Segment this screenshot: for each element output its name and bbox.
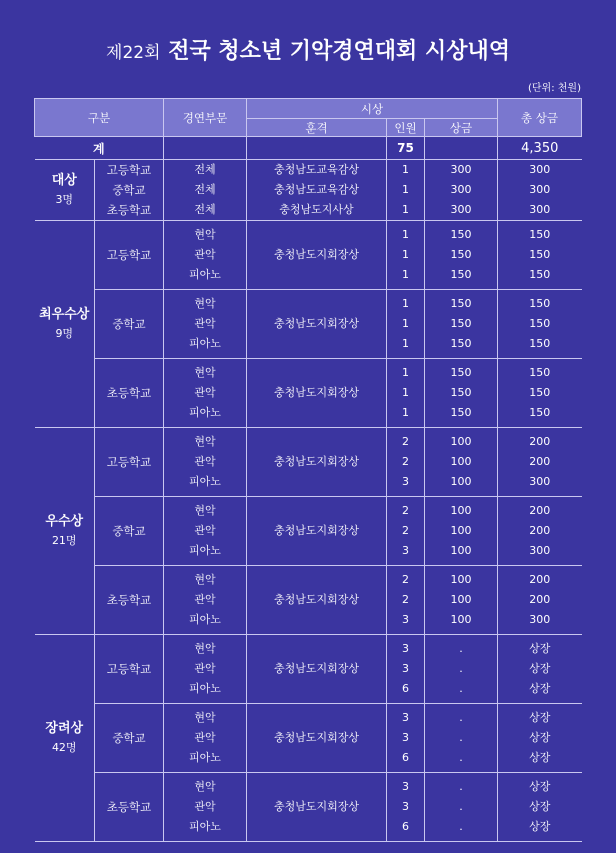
prize: 150 <box>450 268 472 281</box>
count-cell <box>387 290 425 359</box>
count-cell <box>387 497 425 566</box>
prize-cell <box>425 497 498 566</box>
prize: . <box>459 800 463 813</box>
count: 1 <box>402 406 409 419</box>
division: 현악 <box>194 504 216 517</box>
prize-cell <box>425 566 498 635</box>
total-prize-cell <box>498 160 582 181</box>
prize-cell <box>425 773 498 842</box>
total-prize-cell <box>498 635 582 704</box>
total-prize-cell <box>498 290 582 359</box>
prize: . <box>459 780 463 793</box>
count: 1 <box>402 183 409 196</box>
page-title <box>0 34 616 65</box>
count: 6 <box>402 820 409 833</box>
unit-note: (단위: 천원) <box>528 83 581 94</box>
header-award-group: 시상 <box>247 99 498 119</box>
table-row <box>35 359 582 428</box>
count: 6 <box>402 751 409 764</box>
count: 1 <box>402 248 409 261</box>
count-cell <box>387 180 425 200</box>
prize: 100 <box>450 504 472 517</box>
award-title: 충청남도지회장상 <box>247 497 387 566</box>
total-empty <box>247 137 387 160</box>
school-level: 고등학교 <box>95 635 164 704</box>
count-cell <box>387 359 425 428</box>
table-row <box>35 180 582 200</box>
division: 관악 <box>194 800 216 813</box>
count: 3 <box>402 642 409 655</box>
total-prize: 150 <box>529 268 551 281</box>
division-cell <box>164 497 247 566</box>
division: 피아노 <box>189 475 221 488</box>
prize-cell <box>425 290 498 359</box>
table-row <box>35 290 582 359</box>
header-category: 구분 <box>35 99 164 137</box>
count: 1 <box>402 317 409 330</box>
school-level: 초등학교 <box>95 359 164 428</box>
division: 관악 <box>194 317 216 330</box>
total-prize-cell <box>498 200 582 221</box>
award-title: 충청남도지회장상 <box>247 635 387 704</box>
count: 2 <box>402 573 409 586</box>
prize: 100 <box>450 544 472 557</box>
division: 관악 <box>194 593 216 606</box>
award-category <box>35 221 95 428</box>
prize: . <box>459 751 463 764</box>
award-title: 충청남도지회장상 <box>247 221 387 290</box>
division: 현악 <box>194 297 216 310</box>
count: 1 <box>402 386 409 399</box>
award-category-people: 9명 <box>55 327 74 340</box>
division-cell <box>164 704 247 773</box>
prize-cell <box>425 704 498 773</box>
division-cell <box>164 221 247 290</box>
division: 현악 <box>194 711 216 724</box>
prize-cell <box>425 635 498 704</box>
prize: 150 <box>450 228 472 241</box>
prize: 300 <box>450 183 472 196</box>
school-level: 고등학교 <box>95 428 164 497</box>
count-cell <box>387 221 425 290</box>
division: 전체 <box>194 203 216 216</box>
table-row <box>35 160 582 181</box>
total-prize: 200 <box>529 573 551 586</box>
count-cell <box>387 704 425 773</box>
division-cell <box>164 160 247 181</box>
prize: 100 <box>450 613 472 626</box>
total-prize: 200 <box>529 593 551 606</box>
total-row <box>35 137 582 160</box>
division: 관악 <box>194 386 216 399</box>
count: 6 <box>402 682 409 695</box>
division-cell <box>164 359 247 428</box>
total-prize: 300 <box>529 544 551 557</box>
total-grand-prize: 4,350 <box>498 137 582 160</box>
total-prize-cell <box>498 566 582 635</box>
table-row <box>35 566 582 635</box>
total-prize: 상장 <box>529 642 551 655</box>
division: 전체 <box>194 183 216 196</box>
prize: . <box>459 731 463 744</box>
total-prize: 상장 <box>529 751 551 764</box>
count: 3 <box>402 544 409 557</box>
division: 현악 <box>194 642 216 655</box>
count-cell <box>387 635 425 704</box>
count: 1 <box>402 337 409 350</box>
division: 관악 <box>194 455 216 468</box>
table-row <box>35 200 582 221</box>
award-category <box>35 160 95 221</box>
total-prize: 300 <box>529 613 551 626</box>
total-empty <box>164 137 247 160</box>
division: 피아노 <box>189 682 221 695</box>
division: 피아노 <box>189 544 221 557</box>
division: 관악 <box>194 731 216 744</box>
total-prize: 150 <box>529 317 551 330</box>
count: 3 <box>402 662 409 675</box>
school-level: 고등학교 <box>95 221 164 290</box>
award-category-name: 장려상 <box>45 721 84 736</box>
total-prize: 150 <box>529 248 551 261</box>
total-prize-cell <box>498 497 582 566</box>
school-level: 초등학교 <box>95 566 164 635</box>
division: 피아노 <box>189 613 221 626</box>
table-row <box>35 635 582 704</box>
count: 2 <box>402 435 409 448</box>
total-prize: 300 <box>529 203 551 216</box>
count: 3 <box>402 613 409 626</box>
division: 전체 <box>194 163 216 176</box>
total-prize-cell <box>498 704 582 773</box>
division: 관악 <box>194 248 216 261</box>
count: 1 <box>402 297 409 310</box>
school-level: 중학교 <box>95 180 164 200</box>
count-cell <box>387 160 425 181</box>
total-prize-cell <box>498 180 582 200</box>
total-prize: 150 <box>529 337 551 350</box>
award-category-name: 대상 <box>51 173 77 188</box>
total-prize: 150 <box>529 386 551 399</box>
prize-cell <box>425 359 498 428</box>
division-cell <box>164 566 247 635</box>
division: 피아노 <box>189 406 221 419</box>
award-title: 충청남도교육감상 <box>247 160 387 181</box>
count-cell <box>387 428 425 497</box>
total-prize: 200 <box>529 524 551 537</box>
prize-cell <box>425 180 498 200</box>
division-cell <box>164 635 247 704</box>
count: 1 <box>402 163 409 176</box>
prize-cell <box>425 160 498 181</box>
count: 1 <box>402 366 409 379</box>
award-category-name: 우수상 <box>45 514 84 529</box>
total-prize: 상장 <box>529 682 551 695</box>
header-prize: 상금 <box>425 119 498 137</box>
prize: 100 <box>450 524 472 537</box>
header-division: 경연부문 <box>164 99 247 137</box>
prize: 150 <box>450 337 472 350</box>
table-row <box>35 497 582 566</box>
division: 피아노 <box>189 268 221 281</box>
school-level: 초등학교 <box>95 200 164 221</box>
count: 3 <box>402 711 409 724</box>
total-label: 계 <box>35 137 164 160</box>
division: 피아노 <box>189 751 221 764</box>
division: 현악 <box>194 366 216 379</box>
count: 2 <box>402 455 409 468</box>
total-prize-cell <box>498 359 582 428</box>
total-prize-empty <box>425 137 498 160</box>
count: 3 <box>402 780 409 793</box>
count-cell <box>387 200 425 221</box>
total-prize: 200 <box>529 455 551 468</box>
prize: 150 <box>450 317 472 330</box>
total-prize: 상장 <box>529 711 551 724</box>
prize: 100 <box>450 455 472 468</box>
count: 1 <box>402 203 409 216</box>
total-prize: 300 <box>529 183 551 196</box>
award-title: 충청남도지회장상 <box>247 773 387 842</box>
table-row <box>35 704 582 773</box>
total-prize: 150 <box>529 366 551 379</box>
total-prize-cell <box>498 773 582 842</box>
count: 3 <box>402 731 409 744</box>
total-prize: 300 <box>529 163 551 176</box>
header-count: 인원 <box>387 119 425 137</box>
count: 3 <box>402 475 409 488</box>
total-prize-cell <box>498 221 582 290</box>
award-title: 충청남도교육감상 <box>247 180 387 200</box>
total-prize: 상장 <box>529 780 551 793</box>
total-count: 75 <box>387 137 425 160</box>
prize: . <box>459 820 463 833</box>
count-cell <box>387 566 425 635</box>
division-cell <box>164 290 247 359</box>
table-header <box>35 99 582 137</box>
award-category <box>35 635 95 842</box>
total-prize: 300 <box>529 475 551 488</box>
total-prize: 150 <box>529 406 551 419</box>
count: 1 <box>402 268 409 281</box>
division-cell <box>164 428 247 497</box>
prize: 300 <box>450 163 472 176</box>
division: 현악 <box>194 780 216 793</box>
total-prize: 150 <box>529 297 551 310</box>
table-row <box>35 428 582 497</box>
school-level: 초등학교 <box>95 773 164 842</box>
prize: . <box>459 662 463 675</box>
award-title: 충청남도지회장상 <box>247 290 387 359</box>
prize: 150 <box>450 406 472 419</box>
division-cell <box>164 773 247 842</box>
division: 관악 <box>194 524 216 537</box>
award-title: 충청남도지회장상 <box>247 359 387 428</box>
count: 2 <box>402 593 409 606</box>
prize: 100 <box>450 435 472 448</box>
school-level: 중학교 <box>95 704 164 773</box>
prize: 300 <box>450 203 472 216</box>
header-award-title: 훈격 <box>247 119 387 137</box>
table-row <box>35 773 582 842</box>
award-category-people: 21명 <box>51 534 77 547</box>
prize: 150 <box>450 366 472 379</box>
division: 피아노 <box>189 337 221 350</box>
award-title: 충청남도지회장상 <box>247 566 387 635</box>
prize: . <box>459 642 463 655</box>
header-total-prize: 총 상금 <box>498 99 582 137</box>
total-prize: 200 <box>529 435 551 448</box>
award-category-people: 3명 <box>55 193 74 206</box>
prize-cell <box>425 428 498 497</box>
prize: 150 <box>450 386 472 399</box>
prize: 100 <box>450 573 472 586</box>
table-body <box>35 137 582 842</box>
award-category-name: 최우수상 <box>39 307 90 322</box>
total-prize: 상장 <box>529 820 551 833</box>
count: 3 <box>402 800 409 813</box>
total-prize: 상장 <box>529 662 551 675</box>
count-cell <box>387 773 425 842</box>
total-prize: 150 <box>529 228 551 241</box>
title-main: 전국 청소년 기악경연대회 시상내역 <box>168 39 510 64</box>
school-level: 중학교 <box>95 290 164 359</box>
title-prefix: 제22회 <box>106 43 161 63</box>
table-row <box>35 221 582 290</box>
prize: 100 <box>450 593 472 606</box>
count: 2 <box>402 524 409 537</box>
prize: . <box>459 682 463 695</box>
prize: 150 <box>450 297 472 310</box>
school-level: 중학교 <box>95 497 164 566</box>
division: 현악 <box>194 435 216 448</box>
total-prize: 상장 <box>529 731 551 744</box>
award-title: 충청남도지회장상 <box>247 704 387 773</box>
prize: . <box>459 711 463 724</box>
division: 피아노 <box>189 820 221 833</box>
prize: 100 <box>450 475 472 488</box>
total-prize: 상장 <box>529 800 551 813</box>
award-table <box>34 98 582 842</box>
award-title: 충청남도지회장상 <box>247 428 387 497</box>
total-prize: 200 <box>529 504 551 517</box>
count: 2 <box>402 504 409 517</box>
division: 현악 <box>194 228 216 241</box>
award-category <box>35 428 95 635</box>
award-category-people: 42명 <box>51 741 77 754</box>
prize-cell <box>425 221 498 290</box>
total-prize-cell <box>498 428 582 497</box>
prize-cell <box>425 200 498 221</box>
division: 현악 <box>194 573 216 586</box>
division-cell <box>164 200 247 221</box>
school-level: 고등학교 <box>95 160 164 181</box>
award-title: 충청남도지사상 <box>247 200 387 221</box>
division: 관악 <box>194 662 216 675</box>
division-cell <box>164 180 247 200</box>
prize: 150 <box>450 248 472 261</box>
count: 1 <box>402 228 409 241</box>
